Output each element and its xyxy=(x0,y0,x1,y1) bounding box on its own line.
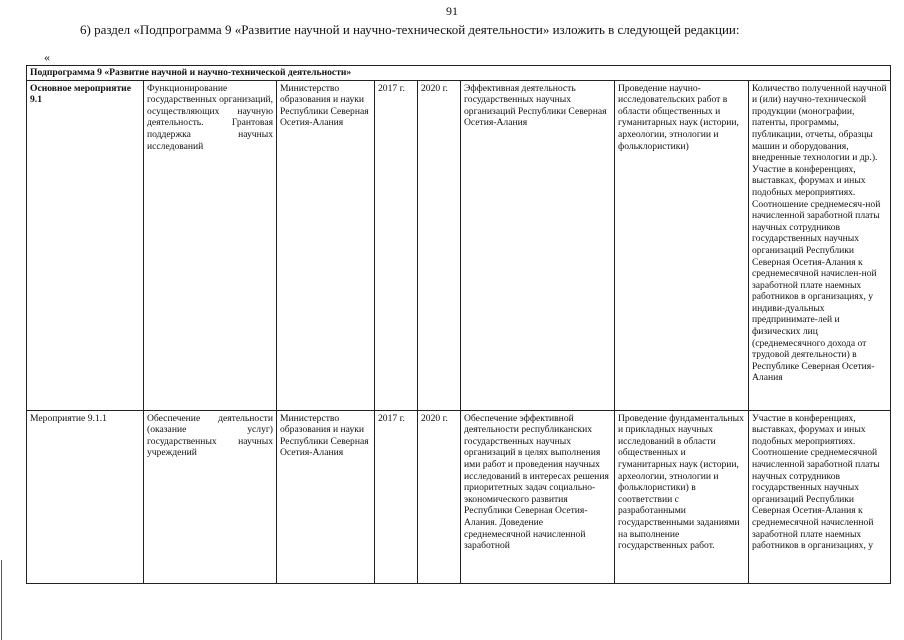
indicators-cell: Количество полученной научной и (или) научно-технической продукции (монографии, патенты, программы, публикации, отчеты, образцы машин и оборудования, внедренные технологии и др.). Участие в конференциях, выставках, форумах и иных подобных мероприятиях. Соотношение среднемесяч-ной начисленной заработной платы научных сотрудников государственных научных организаций Республики Северная Осетия-Алания к среднемесячной начислен-ной заработной плате наемных работников в организациях, у индиви-дуальных предпринимате-лей и физических лиц (среднемесячного дохода от трудовой деятельности) в Республике Северная Осетия-Алания xyxy=(749,80,891,410)
scan-margin-line xyxy=(1,560,2,640)
subprogram-header: Подпрограмма 9 «Развитие научной и научно-технической деятельности» xyxy=(27,66,891,81)
subprogram-table xyxy=(26,65,891,584)
result-cell: Эффективная деятельность государственных научных организаций Республики Северная Осетия-Алания xyxy=(461,80,615,410)
start-cell: 2017 г. xyxy=(375,410,418,583)
indicators-cell: Участие в конференциях, выставках, форумах и иных подобных мероприятиях. Соотношение среднемесячной начисленной заработной платы научных сотрудников государственных научных организаций Республики Северная Осетия-Алания к среднемесячной начисленной заработной плате наемных работников в организациях, у xyxy=(749,410,891,583)
subprogram-header-row xyxy=(27,66,891,81)
directions-cell: Проведение научно-исследовательских работ в области общественных и гуманитарных наук (истории, археологии, этнологии и фольклористики) xyxy=(615,80,749,410)
end-cell: 2020 г. xyxy=(418,80,461,410)
page-number: 91 xyxy=(446,4,458,18)
start-cell: 2017 г. xyxy=(375,80,418,410)
table-row xyxy=(27,410,891,583)
open-quote: « xyxy=(44,50,50,64)
measure-cell: Основное мероприятие 9.1 xyxy=(27,80,144,410)
end-cell: 2020 г. xyxy=(418,410,461,583)
title-cell: Функционирование государственных организаций, осуществляющих научную деятельность. Грантовая поддержка научных исследований xyxy=(144,80,277,410)
measure-cell: Мероприятие 9.1.1 xyxy=(27,410,144,583)
executor-cell: Министерство образования и науки Республики Северная Осетия-Алания xyxy=(277,80,375,410)
title-cell: Обеспечение деятельности (оказание услуг) государственных научных учреждений xyxy=(144,410,277,583)
directions-cell: Проведение фундаментальных и прикладных научных исследований в области общественных и гуманитарных наук (истории, археологии, этнологии и фольклористики) в соответствии с разработанными государственными заданиями на выполнение государственных работ. xyxy=(615,410,749,583)
intro-text: 6) раздел «Подпрограмма 9 «Развитие научной и научно-технической деятельности» изложить в следующей редакции: xyxy=(80,22,740,37)
table-row xyxy=(27,80,891,410)
executor-cell: Министерство образования и науки Республики Северная Осетия-Алания xyxy=(277,410,375,583)
result-cell: Обеспечение эффективной деятельности республиканских государственных научных организаций в целях выполнения ими работ и проведения научных исследований в интересах решения приоритетных задач социально-экономического развития Республики Северная Осетия-Алания. Доведение среднемесячной начисленной заработной xyxy=(461,410,615,583)
